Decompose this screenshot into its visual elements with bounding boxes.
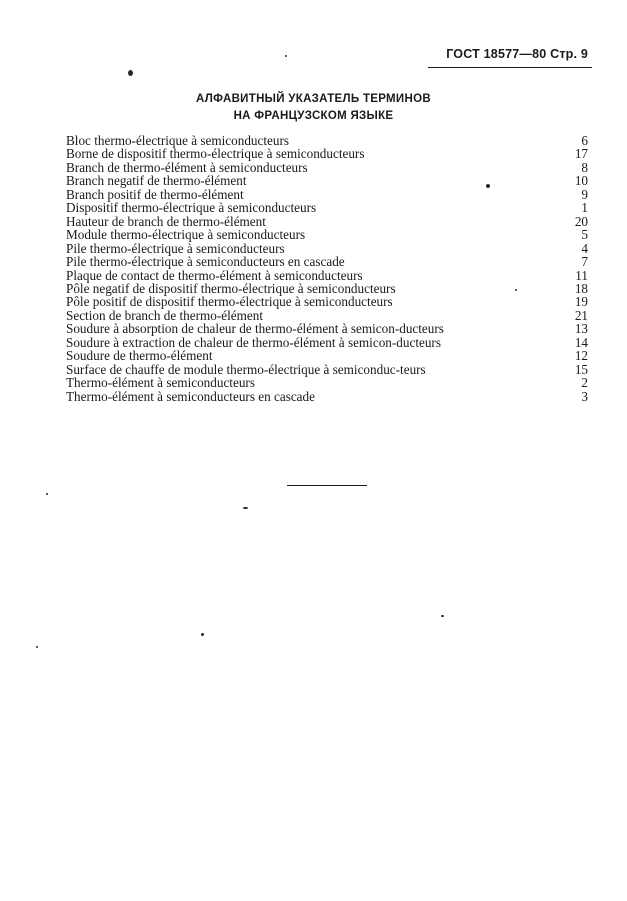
entry-term: Pile thermo-électrique à semiconducteurs	[66, 240, 285, 256]
entry-term: Pôle positif de dispositif thermo-électrique à semiconducteurs	[66, 294, 393, 310]
index-entry	[66, 269, 588, 282]
header-rule	[428, 67, 592, 68]
entry-number: 2	[581, 375, 588, 391]
scan-speck	[441, 615, 444, 617]
index-entry	[66, 363, 588, 376]
entry-term: Pôle negatif de dispositif thermo-électrique à semiconducteurs	[66, 280, 396, 296]
entry-term: Section de branch de thermo-élément	[66, 307, 264, 323]
entry-number: 4	[581, 240, 588, 256]
entry-number: 1	[581, 200, 588, 216]
entry-number: 6	[581, 133, 588, 148]
index-entry	[66, 174, 588, 187]
entry-term: Branch negatif de thermo-élément	[66, 173, 247, 189]
entry-number: 17	[574, 146, 588, 162]
entry-term: Dispositif thermo-électrique à semiconducteurs	[66, 200, 317, 216]
scan-speck	[201, 633, 204, 636]
entry-term: Branch positif de thermo-élément	[66, 186, 244, 202]
scan-speck	[486, 184, 490, 188]
entry-number: 10	[574, 173, 588, 189]
index-title-line-2: НА ФРАНЦУЗСКОМ ЯЗЫКЕ	[233, 110, 394, 122]
index-entry	[66, 282, 588, 295]
entry-number: 18	[574, 280, 588, 296]
scan-speck	[128, 70, 133, 76]
index-entry	[66, 188, 588, 201]
entry-term: Bloc thermo-électrique à semiconducteurs	[66, 133, 290, 148]
index-entry	[66, 255, 588, 268]
index-title	[0, 91, 627, 125]
index-entry	[66, 336, 588, 349]
entry-number: 9	[581, 186, 588, 202]
entry-number: 21	[574, 307, 588, 323]
entry-term: Thermo-élément à semiconducteurs	[66, 375, 255, 391]
standard-number: ГОСТ 18577—80	[446, 47, 547, 61]
index-entry	[66, 322, 588, 335]
index-entry	[66, 134, 588, 147]
entry-number: 14	[574, 334, 588, 350]
index-entry	[66, 215, 588, 228]
index-entry	[66, 242, 588, 255]
page-header	[428, 47, 588, 61]
entry-term: Hauteur de branch de thermo-élément	[66, 213, 266, 229]
page-number: Стр. 9	[550, 47, 588, 61]
entry-term: Plaque de contact de thermo-élément à semiconducteurs	[66, 267, 363, 283]
entry-term: Soudure à extraction de chaleur de thermo-élément à semicon-ducteurs	[66, 334, 441, 350]
entry-number: 3	[581, 388, 588, 404]
index-entry	[66, 201, 588, 214]
scan-speck	[285, 55, 287, 57]
entry-number: 19	[574, 294, 588, 310]
entry-term: Soudure à absorption de chaleur de thermo-élément à semicon-ducteurs	[66, 321, 444, 337]
end-rule	[287, 485, 367, 486]
entry-number: 7	[581, 254, 588, 270]
index-entry	[66, 349, 588, 362]
entry-number: 15	[574, 361, 588, 377]
scan-speck	[46, 493, 48, 495]
entry-number: 8	[581, 159, 588, 175]
entry-number: 13	[574, 321, 588, 337]
scan-speck	[36, 646, 38, 648]
entry-term: Surface de chauffe de module thermo-électrique à semiconduc-teurs	[66, 361, 426, 377]
entry-term: Branch de thermo-élément à semiconducteurs	[66, 159, 308, 175]
entry-number: 20	[574, 213, 588, 229]
entry-term: Pile thermo-électrique à semiconducteurs en cascade	[66, 254, 345, 270]
index-entry	[66, 390, 588, 403]
index-entry	[66, 376, 588, 389]
entry-term: Borne de dispositif thermo-électrique à semiconducteurs	[66, 146, 365, 162]
entry-number: 11	[575, 267, 588, 283]
index-entry	[66, 147, 588, 160]
index-entry	[66, 309, 588, 322]
scan-speck	[243, 507, 248, 509]
term-index-list	[66, 134, 588, 403]
scan-speck	[515, 289, 517, 291]
index-entry	[66, 161, 588, 174]
entry-term: Thermo-élément à semiconducteurs en cascade	[66, 388, 315, 404]
index-entry	[66, 228, 588, 241]
index-title-line-1: АЛФАВИТНЫЙ УКАЗАТЕЛЬ ТЕРМИНОВ	[196, 93, 431, 105]
index-entry	[66, 295, 588, 308]
entry-term: Soudure de thermo-élément	[66, 348, 213, 364]
entry-number: 5	[581, 227, 588, 243]
entry-number: 12	[574, 348, 588, 364]
entry-term: Module thermo-électrique à semiconducteurs	[66, 227, 306, 243]
